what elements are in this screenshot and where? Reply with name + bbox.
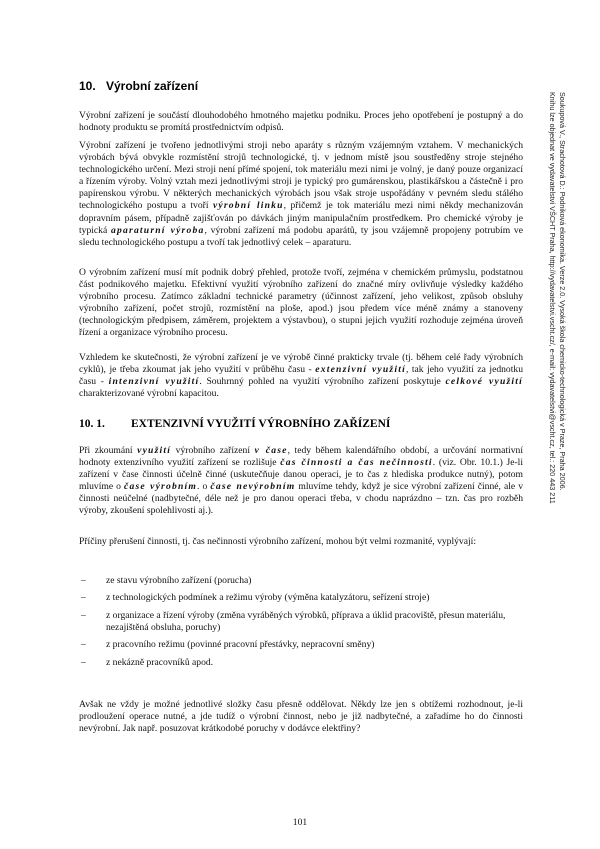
causes-list xyxy=(79,575,523,674)
text-run: . (viz. Obr. 10.1.) Je-li zařízení v čase činnosti účelně činné (uskutečňuje danou operaci, je to čas z hlediska produkce nutný), potom mluvíme o xyxy=(79,457,524,493)
list-item xyxy=(79,592,523,604)
citation-line-2: Knihu lze objednat ve vydavatelství VŠCHT Praha, http://vydavatelstvi.vscht.cz/, e-mail: vydavatelstvi@vscht.cz, tel.: 220 443 211 xyxy=(548,92,557,504)
chapter-heading xyxy=(79,79,198,93)
section-number: 10. 1. xyxy=(79,418,105,430)
emphasis-term: aparaturní výroba xyxy=(111,224,205,236)
emphasis-term: intenzivní využití xyxy=(108,376,200,388)
text-run: . Souhrnný pohled na využití výrobního zařízení poskytuje xyxy=(199,376,446,388)
text-run: charakterizované výrobní kapacitou. xyxy=(79,388,219,400)
intro-paragraph-2 xyxy=(79,140,523,249)
text-run: výrobního zařízení xyxy=(171,445,255,456)
emphasis-term: v čase xyxy=(254,445,288,456)
list-dash: – xyxy=(81,575,86,586)
list-item xyxy=(79,639,523,651)
text-run: , přičemž je tok materiálu mezi nimi někdy mechanizován dopravním pásem, případně zajišťován po dávkách jiným manipulačním prostředkem. Pro chemické výroby je typická xyxy=(79,200,523,236)
list-item-text: z technologických podmínek a režimu výroby (výměna katalyzátoru, seřízení stroje) xyxy=(106,592,430,604)
list-dash: – xyxy=(81,656,86,668)
emphasis-term: výrobní linku xyxy=(212,200,284,212)
text-run: , výrobní zařízení má podobu aparátů, ty jsou vzájemně propojeny potrubím ve sledu technologického postupu a tvoří tak jednotlivý celek – aparaturu. xyxy=(79,224,523,248)
text-run: , tak jeho využití za jednotku času - xyxy=(79,364,523,388)
emphasis-term: čase výrobním xyxy=(124,481,198,493)
emphasis-term: celkové využití xyxy=(445,376,524,388)
emphasis-term: čas činnosti a čas nečinnosti xyxy=(280,457,433,469)
chapter-title: Výrobní zařízení xyxy=(106,79,199,93)
list-item xyxy=(79,575,523,587)
list-item-text: z nekázně pracovníků apod. xyxy=(106,656,214,668)
text-run: . o xyxy=(197,481,211,493)
text-run: , tedy během kalendářního období, a určování normativní hodnoty extenzivního využití zařízení se rozlišuje xyxy=(79,445,523,469)
list-item-text: z pracovního režimu (povinné pracovní přestávky, nepracovní směny) xyxy=(106,639,375,651)
text-run: mluvíme tehdy, když je sice výrobní zařízení činné, ale v činnosti neúčelné (nadbytečné, déle než je pro danou operaci třeba, v chodu naprázdno – tzn. čas pro rozběh výroby, zkoušení spolehlivosti aj.). xyxy=(79,481,523,517)
page-number: 101 xyxy=(292,817,308,828)
intro-paragraph-3: O výrobním zařízení musí mít podnik dobrý přehled, protože tvoří, zejména v chemickém průmyslu, podstatnou část podnikového majetku. Efektivní využití výrobního zařízení do značné míry ovlivňuje výsledky každého výrobního procesu. Zatímco základní technické parametry (účinnost zařízení, jeho velikost, způsob obsluhy výrobního zařízení, počet strojů, rozmístění na ploše, apod.) jsou předem více méně známy a stanoveny (technologickým předpisem, záměrem, projektem a výstavbou), o stupni jejich využití rozhoduje zejména úroveň řízení a organizace výrobního procesu. xyxy=(79,267,523,339)
chapter-number: 10. xyxy=(79,79,96,93)
intro-paragraph-4 xyxy=(79,352,523,400)
list-item xyxy=(79,657,523,669)
emphasis-term: extenzivní využití xyxy=(315,364,406,376)
list-item-text: z organizace a řízení výroby (změna vyráběných výrobků, příprava a úklid pracoviště, přesun materiálu, nezajištěná obsluha, poruchy) xyxy=(106,609,506,633)
section-paragraph-1 xyxy=(79,445,523,518)
section-paragraph-3: Avšak ne vždy je možné jednotlivé složky času přesně oddělovat. Někdy lze jen s obtížemi rozhodnout, je-li prodloužení operace nutné, a jde tudíž o výrobní činnost, nebo je již nadbytečné, a zařadíme ho do činnosti nevýrobní. Jak např. posuzovat krátkodobé poruchy v dodávce elektřiny? xyxy=(79,699,523,735)
text-run: Vzhledem ke skutečnosti, že výrobní zařízení je ve výrobě činné prakticky trvale (tj. během celé řady výrobních cyklů), je třeba zkoumat jak jeho využití v průběhu času - xyxy=(79,352,523,376)
list-item xyxy=(79,610,523,634)
text-run: Výrobní zařízení je tvořeno jednotlivými stroji nebo aparáty s různým vzájemným vztahem. V mechanických výrobách bývá obvykle rozmístění strojů technologické, tj. v jednom místě jsou soustředěny stroje stejného technologického určení. Mezi stroji není přímé spojení, tok materiálu mezi nimi je volný, je daný pouze organizací a řízením výroby. Volný vztah mezi jednotlivými stroji je typický pro gumárenskou, plastikářskou a částečně i pro papírenskou výrobu. V některých mechanických výrobách jsou však stroje uspořádány v pevném sledu stálého technologického postupu a tvoří xyxy=(79,140,523,212)
sidebar-text xyxy=(547,92,567,504)
text-run: Při zkoumání xyxy=(79,445,138,456)
section-heading xyxy=(79,418,390,430)
section-title: EXTENZIVNÍ VYUŽITÍ VÝROBNÍHO ZAŘÍZENÍ xyxy=(131,418,391,430)
emphasis-term: využití xyxy=(137,445,172,456)
citation-line-1: Soukupová V., Strachotová D.: Podniková ekonomika. Verze 2.0. Vysoká škola chemicko-technologická v Praze, Praha 2006. xyxy=(558,92,567,491)
section-paragraph-2: Příčiny přerušení činnosti, tj. čas nečinnosti výrobního zařízení, mohou být velmi rozmanité, vyplývají: xyxy=(79,536,476,547)
list-dash: – xyxy=(81,592,86,604)
list-dash: – xyxy=(81,639,86,651)
emphasis-term: čase nevýrobním xyxy=(210,481,296,493)
intro-paragraph-1: Výrobní zařízení je součástí dlouhodobého hmotného majetku podniku. Proces jeho opotřebení je postupný a do hodnoty produktu se promítá prostřednictvím odpisů. xyxy=(79,110,523,134)
list-item-text: ze stavu výrobního zařízení (porucha) xyxy=(106,575,252,586)
list-dash: – xyxy=(81,609,86,621)
